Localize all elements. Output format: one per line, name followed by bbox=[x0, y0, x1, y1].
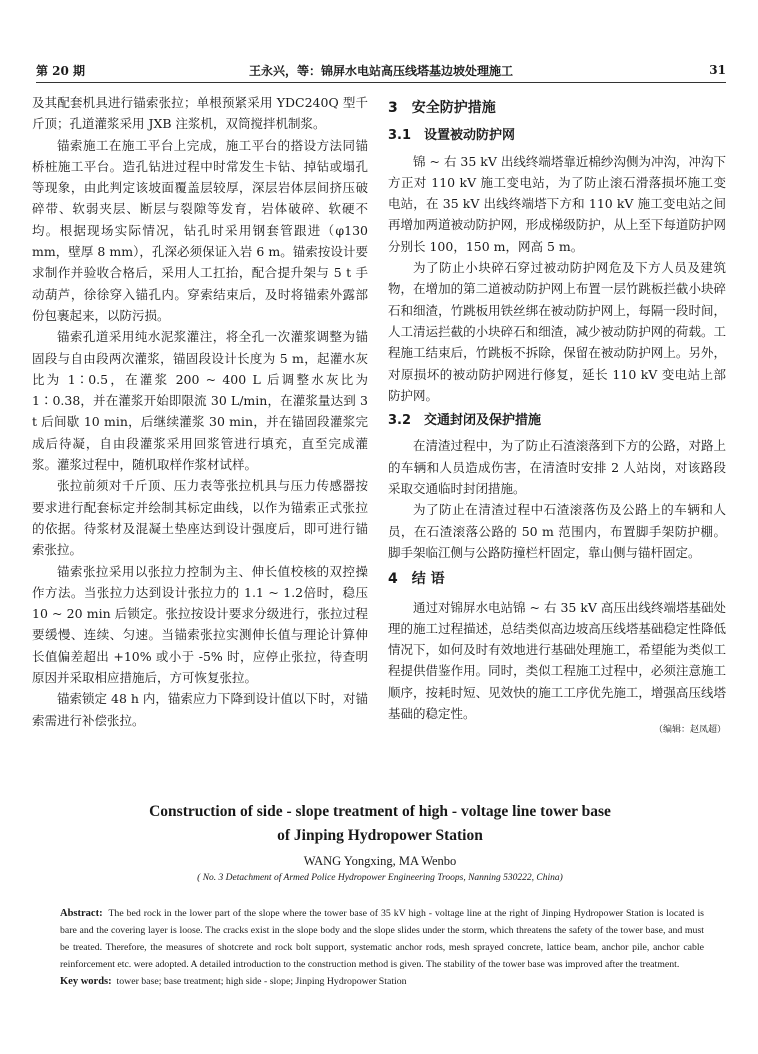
abstract-paragraph bbox=[60, 905, 704, 973]
english-title-line2: of Jinping Hydropower Station bbox=[277, 827, 483, 844]
section-heading: 3 安全防护措施 bbox=[388, 100, 496, 116]
paragraph: 在清渣过程中，为了防止石渣滚落到下方的公路，对路上的车辆和人员造成伤害，在清渣时安排 2 人站岗，对该路段采取交通临时封闭措施。 bbox=[388, 438, 726, 497]
keywords-paragraph bbox=[60, 973, 704, 990]
paragraph: 锚索锁定 48 h 内，锚索应力下降到设计值以下时，对锚索需进行补偿张拉。 bbox=[32, 691, 368, 728]
subsection-heading: 3.1 设置被动防护网 bbox=[388, 128, 516, 144]
abstract-text: The bed rock in the lower part of the slope where the tower base of 35 kV high - voltage line at the right of Jinping Hydropower Station is located is bare and the covering layer is loose. The cracks exist in the slope body and the slope slides under the storm, which threatens the safety of the tower base, and must be treated. Therefore, the measures of shotcrete and rock bolt support, systematic anchor rods, mesh sprayed concrete, lattice beam, anchor pile, anchor cable reinforcement etc. were adopted. A detailed introduction to the construction method is given. The stability of the tower base was improved after the treatment. bbox=[60, 908, 704, 970]
right-column bbox=[388, 92, 726, 742]
paragraph: 锦 ~ 右 35 kV 出线终端塔靠近棉纱沟侧为冲沟，冲沟下方正对 110 kV 施工变电站，为了防止滚石滑落损坏施工变电站，在 35 kV 出线终端塔下方和 110 kV 施工变电站之间再增加两道被动防护网，形成梯级防护，从上至下每道防护网分别长 100，150 m，网高 5 m。 bbox=[388, 153, 726, 254]
subsection-heading: 3.2 交通封闭及保护措施 bbox=[388, 413, 542, 429]
paragraph: 张拉前须对千斤顶、压力表等张拉机具与压力传感器按要求进行配套标定并绘制其标定曲线，以作为锚索正式张拉的依据。待浆材及混凝土垫座达到设计强度后，即可进行锚索张拉。 bbox=[32, 478, 368, 558]
header-rule bbox=[36, 82, 726, 83]
paragraph: 为了防止在清渣过程中石渣滚落伤及公路上的车辆和人员，在石渣滚落公路的 50 m 范围内，布置脚手架防护棚。脚手架临江侧与公路防撞栏杆固定，靠山侧与锚杆固定。 bbox=[388, 502, 726, 560]
section-heading: 4 结 语 bbox=[388, 571, 445, 588]
paragraph: 及其配套机具进行锚索张拉；单根预紧采用 YDC240Q 型千斤顶；孔道灌浆采用 JXB 注浆机，双筒搅拌机制浆。 bbox=[32, 95, 368, 132]
english-abstract bbox=[60, 905, 704, 990]
left-column bbox=[32, 92, 368, 731]
paragraph: 通过对锦屏水电站锦 ~ 右 35 kV 高压出线终端塔基础处理的施工过程描述，总结类似高边坡高压线塔基础稳定性降低情况下，如何及时有效地进行基础处理施工，希望能为类似工程提供借鉴作用。同时，类似工程施工过程中，必须注意施工顺序，按耗时短、见效快的施工工序优先施工，增强高压线塔基础的稳定性。 bbox=[388, 599, 726, 722]
english-title-block bbox=[60, 800, 700, 883]
editor-note: （编辑：赵凤超） bbox=[653, 725, 726, 736]
keywords-text: tower base; base treatment; high side - slope; Jinping Hydropower Station bbox=[116, 976, 407, 987]
paragraph: 为了防止小块碎石穿过被动防护网危及下方人员及建筑物，在增加的第二道被动防护网上布置一层竹跳板拦截小块碎石和细渣，竹跳板用铁丝绑在被动防护网上，每隔一段时间，人工清运拦截的小块碎石和细渣，减少被动防护网的荷载。工程施工结束后，竹跳板不拆除，保留在被动防护网上。另外，对原损坏的被动防护网进行修复，延长 110 kV 变电站上部防护网。 bbox=[388, 260, 726, 403]
english-affiliation: ( No. 3 Detachment of Armed Police Hydropower Engineering Troops, Nanning 530222, China) bbox=[197, 873, 563, 883]
english-authors: WANG Yongxing, MA Wenbo bbox=[303, 854, 457, 868]
running-title: 王永兴，等：锦屏水电站高压线塔基边坡处理施工 bbox=[248, 63, 513, 78]
english-title-line1: Construction of side - slope treatment of high - voltage line tower base bbox=[149, 803, 611, 820]
paragraph: 锚索孔道采用纯水泥浆灌注，将全孔一次灌浆调整为锚固段与自由段两次灌浆，锚固段设计长度为 5 m，起灌水灰比为 1∶0.5，在灌浆 200 ~ 400 L 后调整水灰比为 1∶0.38，并在灌浆开始即限流 30 L/min，在灌浆量达到 3 t 后间歇 10 min，后继续灌浆 30 min，并在锚固段灌浆完成后待凝，自由段灌浆采用回浆管进行填充，直至完成灌浆。灌浆过程中，随机取样作浆材试样。 bbox=[32, 329, 368, 473]
running-header bbox=[36, 58, 726, 82]
issue-number: 第 20 期 bbox=[36, 63, 86, 78]
paragraph: 锚索施工在施工平台上完成，施工平台的搭设方法同锚桥桩施工平台。造孔钻进过程中时常发生卡钻、掉钻或塌孔等现象，由此判定该坡面覆盖层较厚，深层岩体层间挤压破碎带、软弱夹层、断层与裂隙等发育，岩体破碎、软硬不均。根据现场实际情况，钻孔时采用钢套管跟进（φ130 mm，壁厚 8 mm），孔深必须保证入岩 6 m。锚索按设计要求制作并验收合格后，采用人工扛抬，配合提升架与 5 t 手动葫芦，徐徐穿入锚孔内。穿索结束后，及时将锚索外露部份包裹起来，以防污损。 bbox=[32, 137, 368, 323]
keywords-label: Key words: bbox=[60, 976, 112, 987]
abstract-label: Abstract: bbox=[60, 908, 103, 919]
paragraph: 锚索张拉采用以张拉力控制为主、伸长值校核的双控操作方法。当张拉力达到设计张拉力的 1.1 ~ 1.2倍时，稳压 10 ~ 20 min 后锁定。张拉按设计要求分级进行，张拉过程要缓慢、连续、匀速。当锚索张拉实测伸长值与理论计算伸长值偏差超出 +10% 或小于 -5% 时，应停止张拉，待查明原因并采取相应措施后，方可恢复张拉。 bbox=[32, 563, 368, 686]
page-number: 31 bbox=[709, 63, 726, 77]
